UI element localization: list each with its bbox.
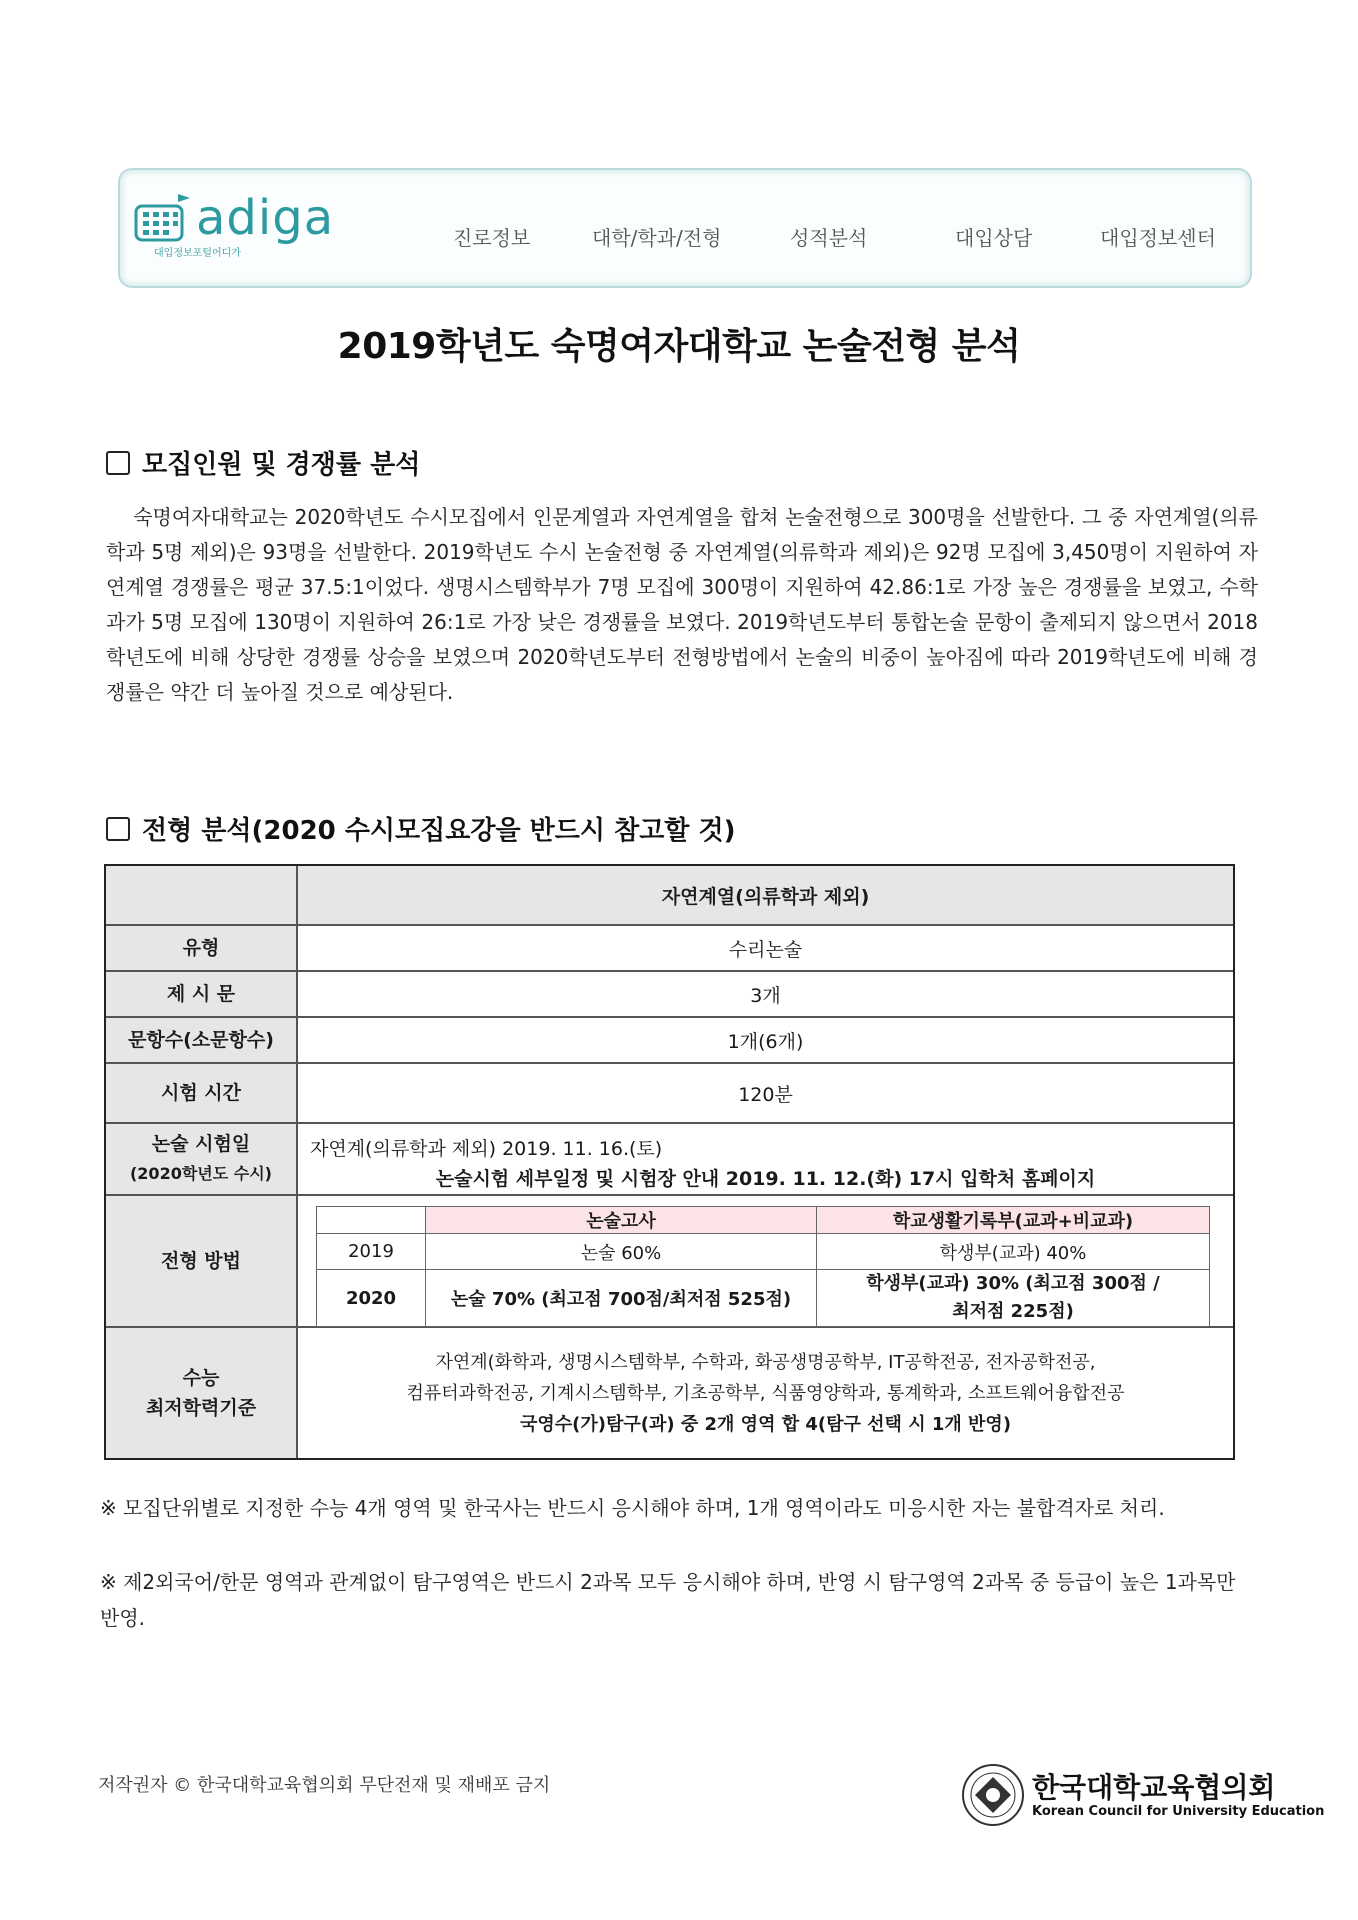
- logo-text: adiga: [196, 190, 335, 246]
- table-row-csat: [106, 1328, 1233, 1458]
- exam-date-cell: [298, 1124, 1233, 1194]
- analysis-paragraph: [106, 500, 1258, 710]
- method-header-row: [317, 1207, 1210, 1234]
- row-label-method: 전형 방법: [106, 1196, 298, 1326]
- passages-value: 3개: [750, 984, 781, 1007]
- exam-date-value: 자연계(의류학과 제외) 2019. 11. 16.(토): [310, 1138, 663, 1160]
- method-cell: [298, 1196, 1233, 1326]
- nav-admission-info-center[interactable]: 대입정보센터: [1100, 226, 1216, 250]
- method-row-2020: [317, 1270, 1210, 1327]
- kcue-logo: [960, 1762, 1325, 1832]
- logo-subtitle: 대입정보포털어디가: [154, 248, 241, 259]
- table-row-header: [106, 866, 1233, 926]
- csat-label-line1: 수능: [182, 1367, 220, 1389]
- csat-cell: [298, 1328, 1233, 1458]
- note-2: ※ 제2외국어/한문 영역과 관계없이 탐구영역은 반드시 2과목 모두 응시해야 하며, 반영 시 탐구영역 2과목 중 등급이 높은 1과목만 반영.: [100, 1570, 1236, 1630]
- page-title: 2019학년도 숙명여자대학교 논술전형 분석: [337, 326, 1021, 367]
- nav-admission-counseling[interactable]: 대입상담: [955, 226, 1033, 250]
- table-row-type: [106, 926, 1233, 972]
- copyright-text: 저작권자 © 한국대학교육협의회 무단전재 및 재배포 금지: [98, 1775, 551, 1796]
- section-heading-text: 전형 분석(2020 수시모집요강을 반드시 참고할 것): [142, 816, 736, 846]
- row-label-csat: [106, 1328, 298, 1458]
- column-header: 자연계열(의류학과 제외): [298, 866, 1233, 924]
- checkbox-icon: [106, 451, 130, 475]
- method-essay: 논술 70% (최고점 700점/최저점 525점): [426, 1270, 817, 1327]
- adiga-logo[interactable]: [134, 190, 349, 259]
- exam-date-sublabel: (2020학년도 수시): [129, 1164, 272, 1183]
- table-row-method: [106, 1196, 1233, 1328]
- method-essay: 논술 60%: [426, 1234, 817, 1270]
- method-subtable: [316, 1206, 1210, 1327]
- row-label-questions: 문항수(소문항수): [106, 1018, 298, 1062]
- section-heading-text: 모집인원 및 경쟁률 분석: [142, 450, 421, 480]
- section-heading-admission: [106, 810, 735, 847]
- method-year: 2020: [317, 1270, 426, 1327]
- nav-university-major[interactable]: 대학/학과/전형: [592, 226, 722, 250]
- table-corner-cell: [106, 866, 298, 924]
- method-row-2019: [317, 1234, 1210, 1270]
- exam-date-label: 논술 시험일: [151, 1133, 251, 1155]
- method-record-line2: 최저점 225점): [952, 1301, 1074, 1322]
- section-heading-recruitment: [106, 444, 420, 481]
- time-value: 120분: [738, 1083, 793, 1106]
- row-label-exam-date: [106, 1124, 298, 1194]
- row-label-time: 시험 시간: [106, 1064, 298, 1122]
- table-row-time: [106, 1064, 1233, 1124]
- csat-line1: 자연계(화학과, 생명시스템학부, 수학과, 화공생명공학부, IT공학전공, 전자공학전공,: [435, 1351, 1096, 1373]
- method-corner: [317, 1207, 426, 1234]
- table-row-passages: [106, 972, 1233, 1018]
- kcue-name-kr: 한국대학교육협의회: [1032, 1771, 1276, 1804]
- csat-line2: 컴퓨터과학전공, 기계시스템학부, 기초공학부, 식품영양학과, 통계학과, 소프트웨어융합전공: [406, 1382, 1125, 1404]
- method-record: [817, 1270, 1210, 1327]
- csat-line3: 국영수(가)탐구(과) 중 2개 영역 합 4(탐구 선택 시 1개 반영): [519, 1413, 1012, 1435]
- note-1: ※ 모집단위별로 지정한 수능 4개 영역 및 한국사는 반드시 응시해야 하며, 1개 영역이라도 미응시한 자는 불합격자로 처리.: [100, 1496, 1165, 1520]
- building-icon: [134, 194, 192, 244]
- admission-table: [104, 864, 1235, 1460]
- row-label-type: 유형: [106, 926, 298, 970]
- table-row-questions: [106, 1018, 1233, 1064]
- method-header-record: 학교생활기록부(교과+비교과): [817, 1207, 1210, 1234]
- kcue-seal-icon: [960, 1762, 1026, 1828]
- type-value: 수리논술: [728, 938, 803, 961]
- kcue-name-en: Korean Council for University Education: [1032, 1804, 1325, 1819]
- method-record: 학생부(교과) 40%: [817, 1234, 1210, 1270]
- paragraph-text: 숙명여자대학교는 2020학년도 수시모집에서 인문계열과 자연계열을 합쳐 논술전형으로 300명을 선발한다. 그 중 자연계열(의류학과 5명 제외)은 93명을 선발한다. 2019학년도 수시 논술전형 중 자연계열(의류학과 제외)은 92명 모집에 3,450명이 지원하여 자연계열 경쟁률은 평균 37.5:1이었다. 생명시스템학부가 7명 모집에 300명이 지원하여 42.86:1로 가장 높은 경쟁률을 보였고, 수학과가 5명 모집에 130명이 지원하여 26:1로 가장 낮은 경쟁률을 보였다. 2019학년도부터 통합논술 문항이 출제되지 않으면서 2018학년도에 비해 상당한 경쟁률 상승을 보였으며 2020학년도부터 전형방법에서 논술의 비중이 높아짐에 따라 2019학년도에 비해 경쟁률은 약간 더 높아질 것으로 예상된다.: [106, 505, 1259, 704]
- method-header-essay: 논술고사: [426, 1207, 817, 1234]
- checkbox-icon: [106, 817, 130, 841]
- method-record-line1: 학생부(교과) 30% (최고점 300점 /: [866, 1273, 1160, 1294]
- exam-date-note: 논술시험 세부일정 및 시험장 안내 2019. 11. 12.(화) 17시 입학처 홈페이지: [435, 1168, 1096, 1190]
- header-banner: [118, 168, 1252, 288]
- row-label-passages: 제 시 문: [106, 972, 298, 1016]
- nav-score-analysis[interactable]: 성적분석: [790, 226, 868, 250]
- questions-value: 1개(6개): [727, 1030, 804, 1053]
- table-row-exam-date: [106, 1124, 1233, 1196]
- nav-career-info[interactable]: 진로정보: [453, 226, 531, 250]
- csat-label-line2: 최저학력기준: [145, 1397, 257, 1419]
- method-year: 2019: [317, 1234, 426, 1270]
